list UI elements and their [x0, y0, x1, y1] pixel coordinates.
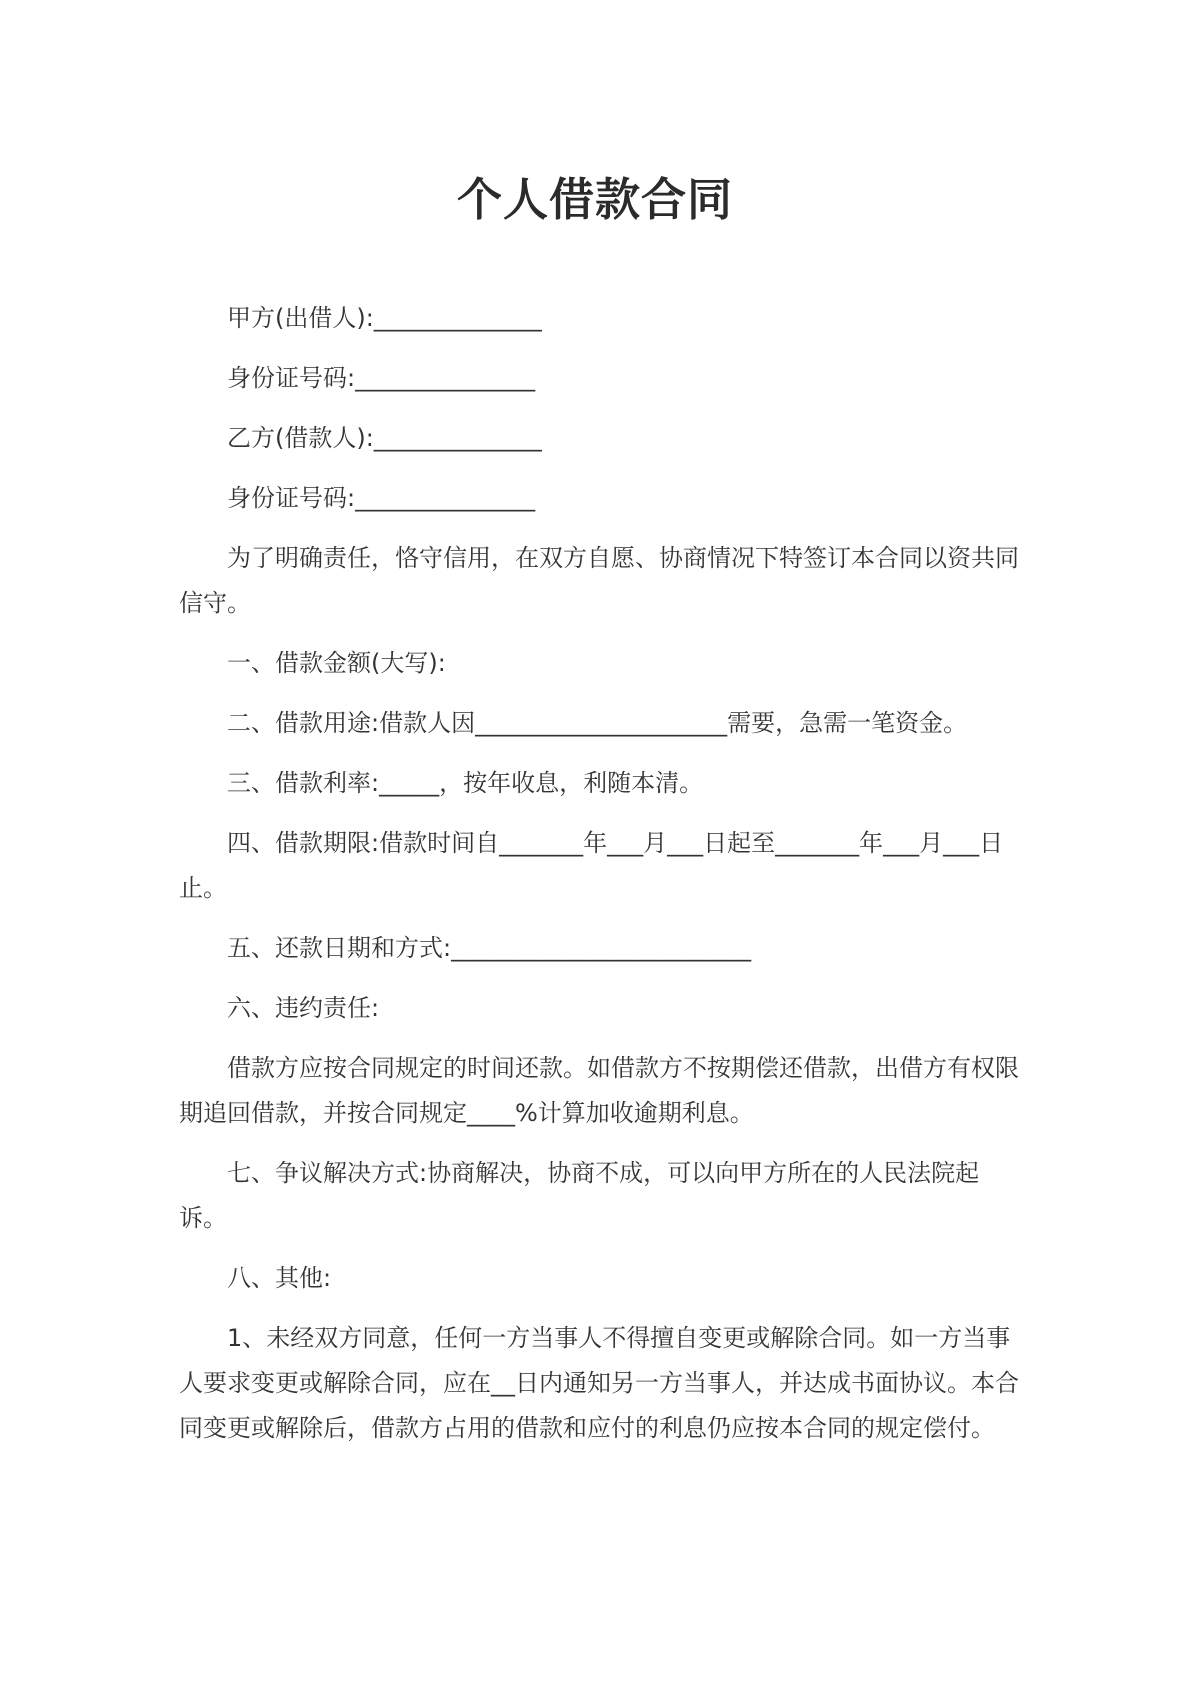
clause-other-item-1: 1、未经双方同意，任何一方当事人不得擅自变更或解除合同。如一方当事人要求变更或解除合同，应在__日内通知另一方当事人，并达成书面协议。本合同变更或解除后，借款方占用的借款和应付的利息仍应按本合同的规定偿付。: [179, 1324, 1019, 1442]
document-body: [179, 296, 1025, 1466]
clause-loan-term: 四、借款期限:借款时间自_______年___月___日起至_______年___月___日止。: [179, 829, 1004, 902]
clause-other-heading: 八、其他:: [227, 1264, 332, 1292]
borrower-id-line: 身份证号码:_______________: [227, 484, 536, 512]
clause-interest-rate: 三、借款利率:_____，按年收息，利随本清。: [227, 769, 704, 797]
clause-liability-body: 借款方应按合同规定的时间还款。如借款方不按期偿还借款，出借方有权限期追回借款，并按合同规定____%计算加收逾期利息。: [179, 1054, 1019, 1127]
clause-loan-amount: 一、借款金额(大写):: [227, 649, 446, 677]
clause-repayment: 五、还款日期和方式:_________________________: [227, 934, 752, 962]
clause-loan-purpose: 二、借款用途:借款人因_____________________需要，急需一笔资金。: [227, 709, 968, 737]
clause-liability-heading: 六、违约责任:: [227, 994, 380, 1022]
borrower-line: 乙方(借款人):______________: [227, 424, 542, 452]
clause-dispute-resolution: 七、争议解决方式:协商解决，协商不成，可以向甲方所在的人民法院起诉。: [179, 1159, 980, 1232]
lender-id-line: 身份证号码:_______________: [227, 364, 536, 392]
lender-line: 甲方(出借人):______________: [227, 304, 542, 332]
preamble-paragraph: 为了明确责任，恪守信用，在双方自愿、协商情况下特签订本合同以资共同信守。: [179, 544, 1019, 617]
document-title: 个人借款合同: [456, 173, 733, 226]
